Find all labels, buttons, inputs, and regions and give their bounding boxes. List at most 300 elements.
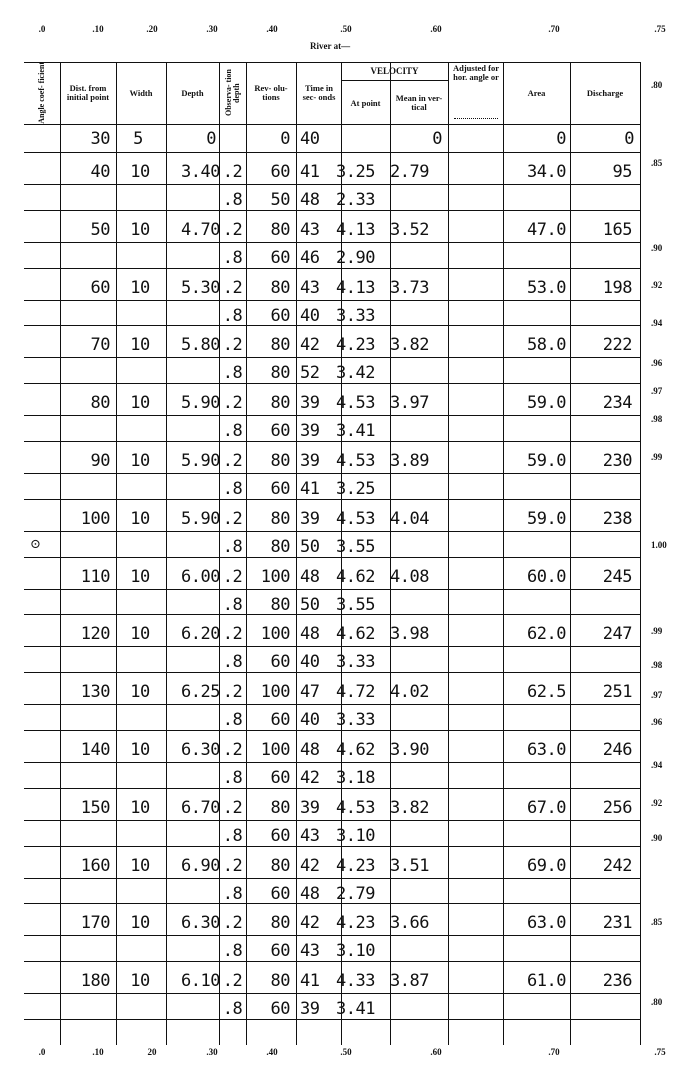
- cell-area: 60.0: [527, 566, 566, 587]
- cell-time: 43: [300, 219, 320, 240]
- right-scale-label: .90: [651, 243, 663, 253]
- cell-area: 0: [556, 129, 566, 149]
- cell-velocity-at-point: 3.55: [336, 536, 375, 557]
- right-scale-label: .90: [651, 833, 663, 843]
- cell-dist: 170: [80, 913, 110, 934]
- bottom-scale-label: .70: [548, 1047, 560, 1057]
- row-mid-rule: [24, 357, 640, 358]
- top-scale-label: .10: [92, 24, 104, 34]
- cell-mean-velocity: 3.87: [390, 971, 429, 992]
- header-discharge-text: Discharge: [586, 87, 624, 98]
- header-angle-coefficient-text: Angle coef- ficient: [37, 62, 46, 124]
- header-discharge: [570, 62, 640, 124]
- right-scale-label: .99: [651, 452, 663, 462]
- right-scale-label: .94: [651, 318, 663, 328]
- cell-velocity-at-point: 3.10: [336, 825, 375, 846]
- cell-discharge: 0: [624, 129, 634, 149]
- cell-revolutions: 80: [270, 451, 290, 471]
- cell-observation-depth: .8: [222, 190, 243, 210]
- row-rule: [24, 152, 640, 153]
- cell-mean-velocity: 3.98: [390, 624, 429, 645]
- cell-observation-depth: .2: [222, 508, 243, 529]
- cell-dist: 100: [80, 508, 110, 529]
- cell-time: 50: [300, 594, 320, 615]
- cell-observation-depth: .8: [222, 363, 243, 384]
- cell-time: 39: [300, 421, 320, 442]
- cell-depth: 5.90: [181, 508, 220, 529]
- cell-discharge: 165: [602, 219, 632, 240]
- bottom-scale-label: .40: [266, 1047, 278, 1057]
- cell-velocity-at-point: 2.79: [336, 883, 375, 904]
- cell-time: 40: [300, 129, 320, 149]
- header-observation-depth-text: Observa- tion depth: [223, 69, 241, 117]
- cell-dist: 130: [80, 682, 110, 703]
- cell-dist: 160: [80, 855, 110, 876]
- cell-time: 40: [300, 710, 320, 731]
- cell-observation-depth: .2: [222, 162, 243, 182]
- cell-time: 40: [300, 305, 320, 326]
- cell-mean-velocity: 3.82: [390, 335, 429, 356]
- cell-observation-depth: .8: [222, 768, 243, 788]
- cell-revolutions: 0: [280, 129, 290, 149]
- row-mid-rule: [24, 646, 640, 647]
- cell-mean-velocity: 3.73: [390, 277, 429, 298]
- cell-width: 10: [130, 971, 150, 992]
- cell-velocity-at-point: 3.41: [336, 421, 375, 442]
- cell-depth: 5.30: [181, 277, 220, 298]
- cell-revolutions: 80: [270, 393, 290, 414]
- cell-width: 10: [130, 162, 150, 182]
- cell-observation-depth: .8: [222, 825, 243, 846]
- header-velocity-text: VELOCITY: [370, 65, 419, 76]
- cell-time: 42: [300, 913, 320, 934]
- header-time: [298, 62, 340, 124]
- cell-width: 10: [130, 682, 150, 703]
- cell-observation-depth: .8: [222, 999, 243, 1020]
- cell-depth: 6.70: [181, 797, 220, 818]
- cell-velocity-at-point: 3.25: [336, 162, 375, 182]
- cell-observation-depth: .2: [222, 740, 243, 760]
- cell-velocity-at-point: 4.62: [336, 566, 375, 587]
- cell-velocity-at-point: 4.72: [336, 682, 375, 703]
- row-mid-rule: [24, 531, 640, 532]
- right-scale-label: .97: [651, 690, 663, 700]
- cell-time: 39: [300, 797, 320, 818]
- cell-revolutions: 100: [260, 566, 290, 587]
- top-scale-label: .70: [548, 24, 560, 34]
- cell-revolutions: 100: [260, 624, 290, 645]
- right-scale-label: .92: [651, 798, 663, 808]
- header-angle-coefficient: [24, 62, 60, 124]
- cell-area: 63.0: [527, 913, 566, 934]
- cell-time: 48: [300, 740, 320, 760]
- cell-area: 62.5: [527, 682, 566, 703]
- cell-observation-depth: .2: [222, 219, 243, 240]
- cell-revolutions: 60: [270, 652, 290, 673]
- cell-mean-velocity: 4.08: [390, 566, 429, 587]
- cell-depth: 0: [206, 129, 216, 149]
- top-scale-label: .50: [340, 24, 352, 34]
- row-mid-rule: [24, 300, 640, 301]
- cell-velocity-at-point: 4.13: [336, 219, 375, 240]
- cell-mean-velocity: 3.66: [390, 913, 429, 934]
- right-scale-label: .85: [651, 917, 663, 927]
- cell-velocity-at-point: 3.42: [336, 363, 375, 384]
- cell-time: 48: [300, 566, 320, 587]
- cell-discharge: 230: [602, 451, 632, 471]
- cell-discharge: 222: [602, 335, 632, 356]
- cell-observation-depth: .2: [222, 855, 243, 876]
- cell-dist: 30: [90, 129, 110, 149]
- cell-velocity-at-point: 4.62: [336, 740, 375, 760]
- cell-depth: 4.70: [181, 219, 220, 240]
- cell-area: 58.0: [527, 335, 566, 356]
- adjusted-dotted-rule: [454, 118, 498, 119]
- cell-velocity-at-point: 4.13: [336, 277, 375, 298]
- cell-observation-depth: .2: [222, 335, 243, 356]
- cell-velocity-at-point: 4.53: [336, 393, 375, 414]
- top-scale-label: .30: [206, 24, 218, 34]
- header-mean-vertical: [392, 82, 446, 124]
- bottom-scale-label: .50: [340, 1047, 352, 1057]
- cell-velocity-at-point: 4.62: [336, 624, 375, 645]
- cell-width: 10: [130, 393, 150, 414]
- cell-depth: 5.80: [181, 335, 220, 356]
- cell-velocity-at-point: 3.33: [336, 305, 375, 326]
- cell-observation-depth: .2: [222, 624, 243, 645]
- cell-width: 10: [130, 624, 150, 645]
- cell-revolutions: 60: [270, 941, 290, 962]
- cell-mean-velocity: 4.02: [390, 682, 429, 703]
- top-scale-label: .40: [266, 24, 278, 34]
- cell-discharge: 238: [602, 508, 632, 529]
- cell-mean-velocity: 3.97: [390, 393, 429, 414]
- header-depth-text: Depth: [181, 87, 204, 98]
- column-rule: [640, 62, 641, 1045]
- cell-mean-velocity: 3.52: [390, 219, 429, 240]
- cell-dist: 140: [80, 740, 110, 760]
- row-mid-rule: [24, 993, 640, 994]
- cell-velocity-at-point: 3.25: [336, 479, 375, 499]
- top-scale-label: .60: [430, 24, 442, 34]
- cell-width: 10: [130, 508, 150, 529]
- cell-time: 40: [300, 652, 320, 673]
- cell-discharge: 198: [602, 277, 632, 298]
- cell-revolutions: 60: [270, 421, 290, 442]
- header-at-point-text: At point: [350, 97, 381, 108]
- cell-observation-depth: .2: [222, 971, 243, 992]
- header-width-text: Width: [129, 87, 153, 98]
- cell-revolutions: 60: [270, 999, 290, 1020]
- row-mid-rule: [24, 704, 640, 705]
- cell-depth: 3.40: [181, 162, 220, 182]
- cell-width: 10: [130, 566, 150, 587]
- cell-velocity-at-point: 3.55: [336, 594, 375, 615]
- right-scale-label: .80: [651, 80, 663, 90]
- cell-discharge: 247: [602, 624, 632, 645]
- cell-revolutions: 60: [270, 305, 290, 326]
- cell-time: 41: [300, 479, 320, 499]
- cell-width: 10: [130, 913, 150, 934]
- cell-observation-depth: .2: [222, 451, 243, 471]
- cell-velocity-at-point: 4.53: [336, 797, 375, 818]
- right-scale-label: .97: [651, 386, 663, 396]
- cell-velocity-at-point: 3.33: [336, 710, 375, 731]
- cell-mean-velocity: 4.04: [390, 508, 429, 529]
- cell-dist: 70: [90, 335, 110, 356]
- bottom-scale-label: 20: [147, 1047, 157, 1057]
- cell-area: 47.0: [527, 219, 566, 240]
- cell-discharge: 231: [602, 913, 632, 934]
- cell-revolutions: 60: [270, 479, 290, 499]
- right-scale-label: .96: [651, 358, 663, 368]
- cell-revolutions: 60: [270, 162, 290, 182]
- cell-discharge: 236: [602, 971, 632, 992]
- cell-observation-depth: .8: [222, 883, 243, 904]
- cell-velocity-at-point: 3.41: [336, 999, 375, 1020]
- cell-velocity-at-point: 2.90: [336, 247, 375, 268]
- cell-time: 42: [300, 768, 320, 788]
- cell-mean-velocity: 2.79: [390, 162, 429, 182]
- cell-mean-velocity: 3.89: [390, 451, 429, 471]
- cell-time: 50: [300, 536, 320, 557]
- cell-time: 47: [300, 682, 320, 703]
- cell-revolutions: 60: [270, 825, 290, 846]
- cell-revolutions: 80: [270, 594, 290, 615]
- cell-time: 48: [300, 883, 320, 904]
- header-revolutions-text: Rev- olu- tions: [254, 83, 288, 102]
- top-scale-label: .75: [654, 24, 666, 34]
- bottom-scale-label: .0: [38, 1047, 46, 1057]
- bottom-scale-label: .30: [206, 1047, 218, 1057]
- row-mid-rule: [24, 473, 640, 474]
- cell-observation-depth: .8: [222, 479, 243, 499]
- cell-revolutions: 80: [270, 913, 290, 934]
- cell-revolutions: 80: [270, 971, 290, 992]
- cell-observation-depth: .8: [222, 594, 243, 615]
- cell-discharge: 95: [612, 162, 632, 182]
- cell-revolutions: 60: [270, 710, 290, 731]
- header-width: [116, 62, 166, 124]
- header-distance: [62, 64, 114, 122]
- cell-observation-depth: .2: [222, 913, 243, 934]
- cell-velocity-at-point: 4.23: [336, 913, 375, 934]
- cell-dist: 150: [80, 797, 110, 818]
- row-mid-rule: [24, 762, 640, 763]
- header-area-text: Area: [527, 87, 546, 98]
- cell-time: 48: [300, 190, 320, 210]
- row-mid-rule: [24, 589, 640, 590]
- cell-area: 61.0: [527, 971, 566, 992]
- header-velocity: [341, 62, 448, 80]
- cell-velocity-at-point: 3.10: [336, 941, 375, 962]
- cell-mean-velocity: 0: [432, 129, 442, 149]
- cell-observation-depth: .8: [222, 941, 243, 962]
- header-adjusted: [450, 64, 502, 116]
- cell-revolutions: 60: [270, 768, 290, 788]
- cell-velocity-at-point: 4.23: [336, 855, 375, 876]
- cell-area: 69.0: [527, 855, 566, 876]
- cell-time: 52: [300, 363, 320, 384]
- cell-depth: 6.90: [181, 855, 220, 876]
- cell-depth: 6.30: [181, 740, 220, 760]
- cell-area: 63.0: [527, 740, 566, 760]
- cell-width: 10: [130, 335, 150, 356]
- cell-observation-depth: .2: [222, 393, 243, 414]
- cell-observation-depth: .8: [222, 247, 243, 268]
- cell-width: 10: [130, 740, 150, 760]
- cell-width: 10: [130, 277, 150, 298]
- cell-revolutions: 80: [270, 508, 290, 529]
- cell-width: 10: [130, 451, 150, 471]
- right-scale-label: .92: [651, 280, 663, 290]
- cell-time: 43: [300, 277, 320, 298]
- cell-observation-depth: .2: [222, 566, 243, 587]
- cell-dist: 60: [90, 277, 110, 298]
- cell-discharge: 234: [602, 393, 632, 414]
- cell-time: 42: [300, 335, 320, 356]
- cell-discharge: 251: [602, 682, 632, 703]
- cell-mean-velocity: 3.51: [390, 855, 429, 876]
- cell-time: 43: [300, 825, 320, 846]
- header-distance-text: Dist. from initial point: [66, 83, 110, 102]
- cell-depth: 5.90: [181, 451, 220, 471]
- cell-revolutions: 80: [270, 219, 290, 240]
- cell-depth: 6.20: [181, 624, 220, 645]
- cell-area: 67.0: [527, 797, 566, 818]
- cell-width: 10: [130, 219, 150, 240]
- cell-depth: 6.00: [181, 566, 220, 587]
- row-mid-rule: [24, 935, 640, 936]
- cell-observation-depth: .8: [222, 536, 243, 557]
- cell-time: 41: [300, 971, 320, 992]
- cell-velocity-at-point: 4.33: [336, 971, 375, 992]
- cell-dist: 90: [90, 451, 110, 471]
- cell-time: 43: [300, 941, 320, 962]
- cell-discharge: 256: [602, 797, 632, 818]
- bottom-scale-label: .75: [654, 1047, 666, 1057]
- cell-observation-depth: .8: [222, 710, 243, 731]
- cell-revolutions: 80: [270, 335, 290, 356]
- cell-velocity-at-point: 4.53: [336, 451, 375, 471]
- row-mid-rule: [24, 820, 640, 821]
- cell-revolutions: 100: [260, 682, 290, 703]
- header-time-text: Time in sec- onds: [302, 83, 336, 102]
- cell-time: 39: [300, 999, 320, 1020]
- cell-width: 5: [133, 129, 143, 149]
- right-scale-label: .80: [651, 997, 663, 1007]
- cell-width: 10: [130, 797, 150, 818]
- cell-discharge: 246: [602, 740, 632, 760]
- row-mid-rule: [24, 242, 640, 243]
- cell-observation-depth: .2: [222, 682, 243, 703]
- row-mid-rule: [24, 184, 640, 185]
- cell-time: 39: [300, 393, 320, 414]
- top-scale-label: .0: [38, 24, 46, 34]
- right-scale-label: 1.00: [651, 540, 667, 550]
- cell-area: 59.0: [527, 393, 566, 414]
- header-at-point: [343, 82, 388, 124]
- cell-mean-velocity: 3.82: [390, 797, 429, 818]
- header-adjusted-text: Adjusted for hor. angle or: [452, 63, 500, 82]
- right-scale-label: .99: [651, 626, 663, 636]
- river-label: River at—: [310, 41, 351, 51]
- bottom-scale-label: .60: [430, 1047, 442, 1057]
- velocity-sub-rule: [341, 80, 448, 81]
- cell-observation-depth: .2: [222, 277, 243, 298]
- right-scale-label: .98: [651, 414, 663, 424]
- cell-revolutions: 100: [260, 740, 290, 760]
- cell-velocity-at-point: 3.18: [336, 768, 375, 788]
- header-mean-vertical-text: Mean in ver- tical: [395, 93, 443, 112]
- header-bottom-rule: [24, 124, 640, 125]
- cell-revolutions: 50: [270, 190, 290, 210]
- header-area: [503, 62, 570, 124]
- cell-observation-depth: .8: [222, 421, 243, 442]
- cell-revolutions: 60: [270, 883, 290, 904]
- bottom-scale-label: .10: [92, 1047, 104, 1057]
- cell-observation-depth: .8: [222, 652, 243, 673]
- cell-time: 39: [300, 508, 320, 529]
- row-mid-rule: [24, 878, 640, 879]
- cell-velocity-at-point: 3.33: [336, 652, 375, 673]
- cell-dist: 50: [90, 219, 110, 240]
- cell-discharge: 245: [602, 566, 632, 587]
- cell-time: 48: [300, 624, 320, 645]
- cell-depth: 6.30: [181, 913, 220, 934]
- cell-width: 10: [130, 855, 150, 876]
- cell-dist: 40: [90, 162, 110, 182]
- top-scale-label: .20: [146, 24, 158, 34]
- cell-area: 34.0: [527, 162, 566, 182]
- cell-velocity-at-point: 2.33: [336, 190, 375, 210]
- cell-time: 39: [300, 451, 320, 471]
- cell-revolutions: 80: [270, 363, 290, 384]
- cell-revolutions: 80: [270, 536, 290, 557]
- cell-observation-depth: .8: [222, 305, 243, 326]
- cell-revolutions: 80: [270, 277, 290, 298]
- cell-depth: 6.25: [181, 682, 220, 703]
- cell-depth: 5.90: [181, 393, 220, 414]
- cell-dist: 110: [80, 566, 110, 587]
- cell-area: 53.0: [527, 277, 566, 298]
- row-mid-rule: [24, 415, 640, 416]
- header-depth: [166, 62, 219, 124]
- right-scale-label: .98: [651, 660, 663, 670]
- cell-velocity-at-point: 4.23: [336, 335, 375, 356]
- cell-depth: 6.10: [181, 971, 220, 992]
- cell-area: 59.0: [527, 451, 566, 471]
- cell-dist: 80: [90, 393, 110, 414]
- cell-area: 59.0: [527, 508, 566, 529]
- cell-dist: 120: [80, 624, 110, 645]
- cell-discharge: 242: [602, 855, 632, 876]
- right-scale-label: .94: [651, 760, 663, 770]
- angle-mark-symbol: ⊙: [30, 537, 41, 552]
- cell-velocity-at-point: 4.53: [336, 508, 375, 529]
- cell-time: 42: [300, 855, 320, 876]
- cell-time: 46: [300, 247, 320, 268]
- cell-area: 62.0: [527, 624, 566, 645]
- cell-dist: 180: [80, 971, 110, 992]
- cell-observation-depth: .2: [222, 797, 243, 818]
- cell-time: 41: [300, 162, 320, 182]
- cell-revolutions: 80: [270, 855, 290, 876]
- right-scale-label: .85: [651, 158, 663, 168]
- cell-mean-velocity: 3.90: [390, 740, 429, 760]
- header-observation-depth: [219, 62, 246, 124]
- cell-revolutions: 60: [270, 247, 290, 268]
